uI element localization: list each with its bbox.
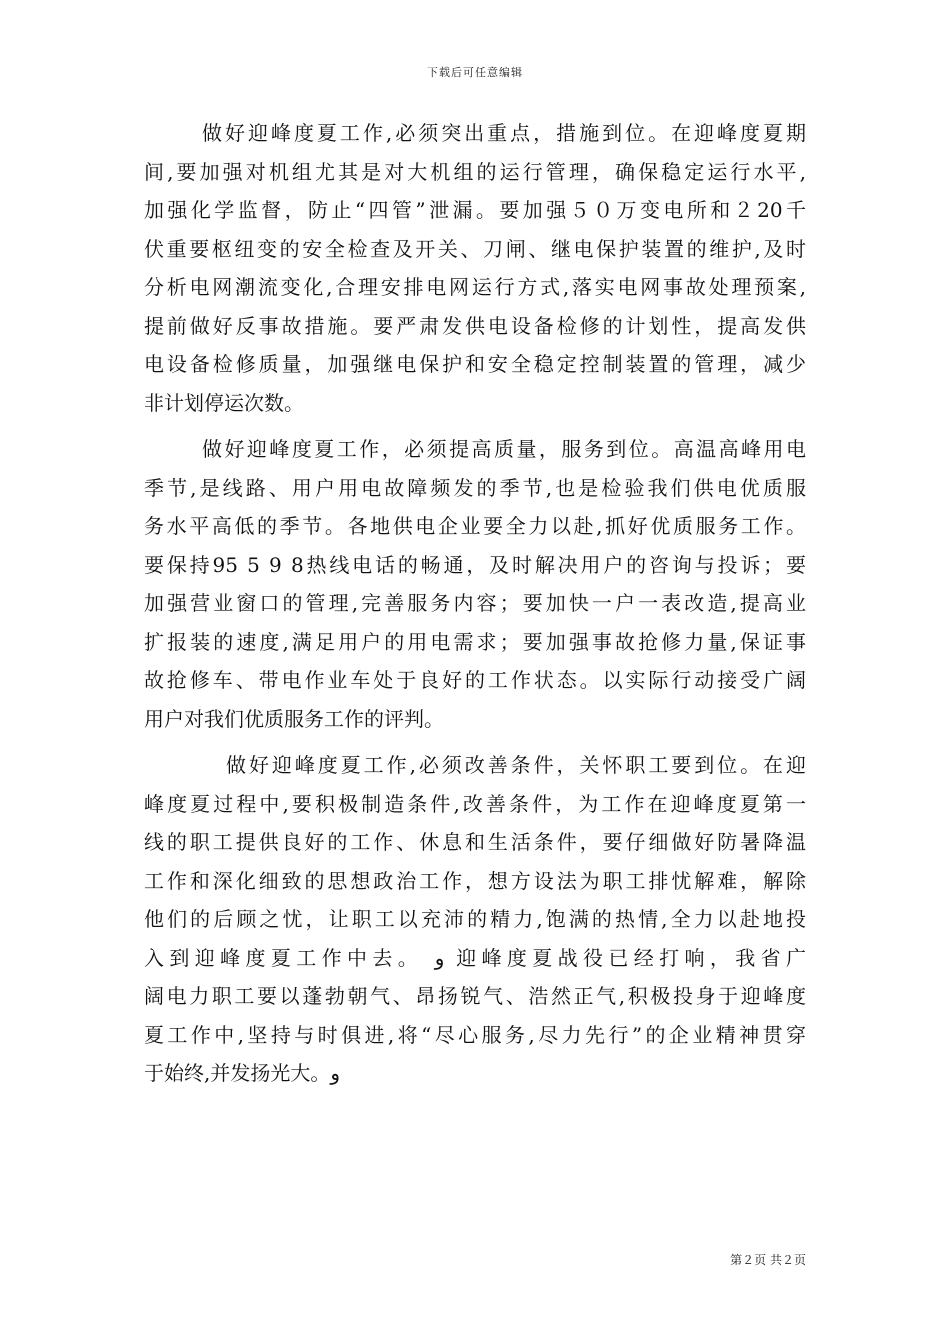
text-line: 用户对我们优质服务工作的评判。 bbox=[144, 706, 444, 731]
text-line: 加强营业窗口的管理,完善服务内容；要加快一户一表改造,提高业 bbox=[144, 591, 806, 615]
paragraph-2 bbox=[144, 430, 806, 738]
text-line: 做好迎峰度夏工作,必须突出重点，措施到位。在迎峰度夏期 bbox=[202, 121, 806, 145]
text-line: 间,要加强对机组尤其是对大机组的运行管理，确保稳定运行水平, bbox=[144, 159, 806, 184]
page-header: 下载后可任意编辑 bbox=[427, 66, 523, 79]
text-line: 要保持95 5 9 8热线电话的畅通，及时解决用户的咨询与投诉；要 bbox=[144, 552, 806, 577]
paragraph-gap bbox=[144, 738, 806, 746]
text-line: 分析电网潮流变化,合理安排电网运行方式,落实电网事故处理预案, bbox=[144, 275, 806, 299]
text-line: 扩报装的速度,满足用户的用电需求；要加强事故抢修力量,保证事 bbox=[144, 629, 806, 654]
text-line: 提前做好反事故措施。要严肃发供电设备检修的计划性，提高发供 bbox=[144, 313, 806, 338]
text-line: 故抢修车、带电作业车处于良好的工作状态。以实际行动接受广阔 bbox=[144, 668, 806, 692]
text-line: 于始终,并发扬光大。و bbox=[144, 1061, 341, 1085]
document-body bbox=[144, 114, 806, 1093]
text-line: 工作和深化细致的思想政治工作，想方设法为职工排忧解难，解除 bbox=[144, 868, 806, 893]
text-line: 季节,是线路、用户用电故障频发的季节,也是检验我们供电优质服 bbox=[144, 475, 806, 500]
text-line: 他们的后顾之忧，让职工以充沛的精力,饱满的热情,全力以赴地投 bbox=[144, 907, 806, 931]
text-line: 峰度夏过程中,要积极制造条件,改善条件，为工作在迎峰度夏第一 bbox=[144, 791, 806, 816]
text-line: 务水平高低的季节。各地供电企业要全力以赴,抓好优质服务工作。 bbox=[144, 514, 806, 538]
text-line: 阔电力职工要以蓬勃朝气、昂扬锐气、浩然正气,积极投身于迎峰度 bbox=[144, 984, 806, 1008]
text-line: 伏重要枢纽变的安全检查及开关、刀闸、继电保护装置的维护,及时 bbox=[144, 236, 806, 261]
paragraph-1 bbox=[144, 114, 806, 422]
text-line: 入到迎峰度夏工作中去。 و 迎峰度夏战役已经打响，我省广 bbox=[144, 945, 806, 970]
paragraph-3 bbox=[144, 746, 806, 1093]
text-line: 做好迎峰度夏工作，必须提高质量，服务到位。高温高峰用电 bbox=[202, 437, 806, 461]
text-line: 加强化学监督，防止“四管”泄漏。要加强５０万变电所和２20千 bbox=[144, 198, 806, 222]
page-number: 第２页 共２页 bbox=[730, 1253, 806, 1267]
text-line: 非计划停运次数。 bbox=[144, 390, 304, 415]
paragraph-gap bbox=[144, 422, 806, 430]
text-line: 线的职工提供良好的工作、休息和生活条件，要仔细做好防暑降温 bbox=[144, 830, 806, 854]
text-line: 夏工作中,坚持与时俱进,将“尽心服务,尽力先行”的企业精神贯穿 bbox=[144, 1022, 806, 1047]
text-line: 做好迎峰度夏工作,必须改善条件，关怀职工要到位。在迎 bbox=[226, 753, 806, 777]
text-line: 电设备检修质量，加强继电保护和安全稳定控制装置的管理，减少 bbox=[144, 352, 806, 376]
